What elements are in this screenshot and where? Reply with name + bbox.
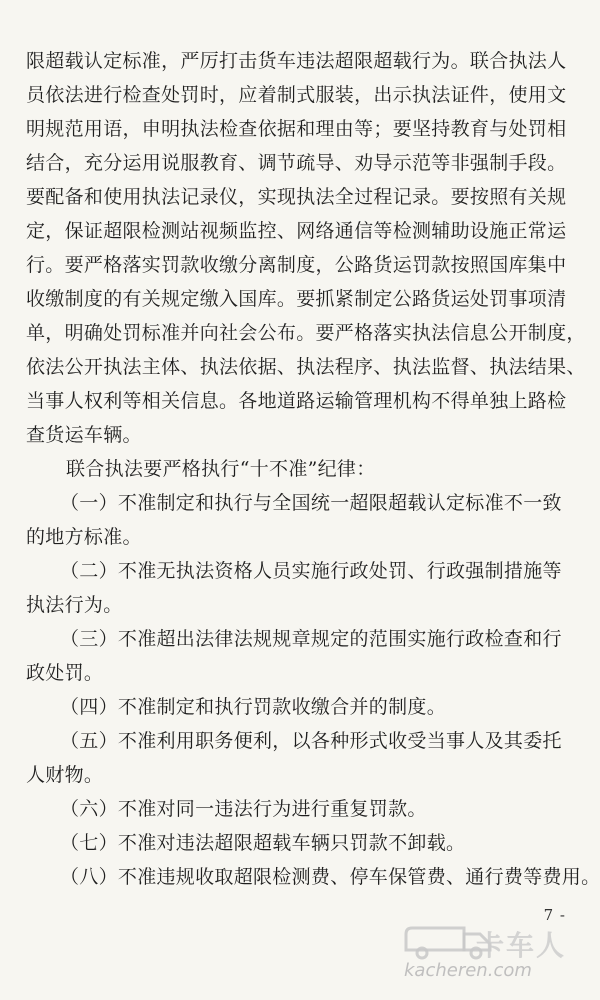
- rule-item-5: （五）不准利用职务便利，以各种形式收受当事人及其委托: [60, 730, 562, 752]
- rule-item-5-continued: 人财物。: [26, 764, 104, 786]
- paragraph-line: 定，保证超限检测站视频监控、网络通信等检测辅助设施正常运: [26, 220, 567, 242]
- paragraph-line: 行。要严格落实罚款收缴分离制度，公路货运罚款按照国库集中: [26, 254, 567, 276]
- rule-item-1-continued: 的地方标准。: [26, 526, 142, 548]
- paragraph-line: 依法公开执法主体、执法依据、执法程序、执法监督、执法结果、: [26, 356, 586, 378]
- watermark-brand: 卡车人: [476, 929, 567, 962]
- section-intro: 联合执法要严格执行“十不准”纪律：: [66, 458, 376, 480]
- rule-item-6: （六）不准对同一违法行为进行重复罚款。: [60, 798, 427, 820]
- page-number: 7 -: [543, 906, 566, 924]
- rule-item-8: （八）不准违规收取超限检测费、停车保管费、通行费等费用。: [60, 866, 600, 888]
- paragraph-line: 限超载认定标准，严厉打击货车违法超限超载行为。联合执法人: [26, 50, 567, 72]
- paragraph-line: 员依法进行检查处罚时，应着制式服装，出示执法证件，使用文: [26, 84, 567, 106]
- watermark: [398, 920, 588, 982]
- paragraph-line: 明规范用语，申明执法检查依据和理由等；要坚持教育与处罚相: [26, 118, 567, 140]
- rule-item-2-continued: 执法行为。: [26, 594, 123, 616]
- document-body: [26, 44, 600, 894]
- rule-item-3: （三）不准超出法律法规规章规定的范围实施行政检查和行: [60, 628, 562, 650]
- paragraph-line: 当事人权利等相关信息。各地道路运输管理机构不得单独上路检: [26, 390, 567, 412]
- paragraph-line: 查货运车辆。: [26, 424, 142, 446]
- paragraph-line: 单，明确处罚标准并向社会公布。要严格落实执法信息公开制度，: [26, 322, 586, 344]
- paragraph-line: 收缴制度的有关规定缴入国库。要抓紧制定公路货运处罚事项清: [26, 288, 567, 310]
- paragraph-line: 要配备和使用执法记录仪，实现执法全过程记录。要按照有关规: [26, 186, 567, 208]
- rule-item-3-continued: 政处罚。: [26, 662, 104, 684]
- paragraph-line: 结合，充分运用说服教育、调节疏导、劝导示范等非强制手段。: [26, 152, 567, 174]
- rule-item-4: （四）不准制定和执行罚款收缴合并的制度。: [60, 696, 447, 718]
- rule-item-2: （二）不准无执法资格人员实施行政处罚、行政强制措施等: [60, 560, 562, 582]
- rule-item-1: （一）不准制定和执行与全国统一超限超载认定标准不一致: [60, 492, 562, 514]
- watermark-url: kacheren.com: [404, 960, 532, 981]
- rule-item-7: （七）不准对违法超限超载车辆只罚款不卸载。: [60, 832, 466, 854]
